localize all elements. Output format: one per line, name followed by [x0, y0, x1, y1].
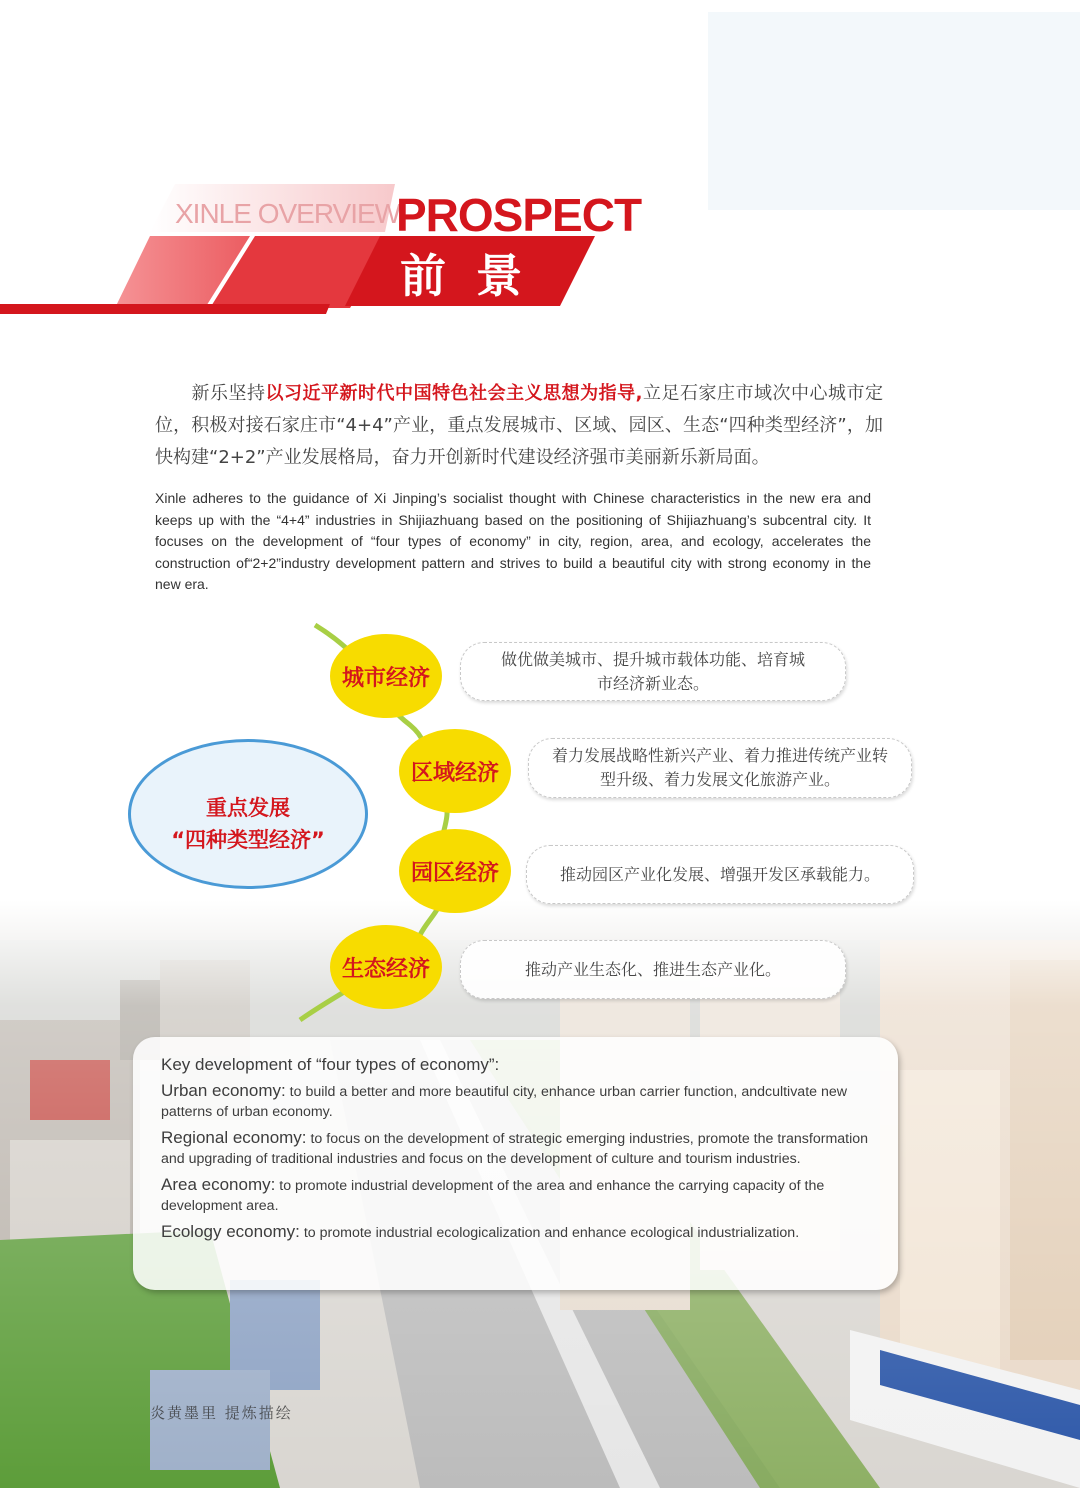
- desc-urban-economy: 做优做美城市、提升城市载体功能、培育城市经济新业态。: [460, 642, 846, 701]
- key-text: to build a better and more beautiful city, enhance urban carrier function, andcultivate new patterns of urban economy.: [161, 1084, 847, 1120]
- key-title: Key development of “four types of economy”:: [161, 1055, 500, 1074]
- intro-paragraph-en: Xinle adheres to the guidance of Xi Jinping’s socialist thought with Chinese characteristics in the new era and keeps up with the “4+4” industries in Shijiazhuang based on the positioning of Shijiazhuang’s subcentral city. It focuses on the development of “four types of economy” in city, region, area, and ecology, accelerates the construction of“2+2”industry development pattern and strives to build a beautiful city with strong economy in the new era.: [155, 490, 871, 592]
- key-text: to promote industrial development of the area and enhance the carrying capacity of the development area.: [161, 1178, 825, 1214]
- node-area-economy: 园区经济: [399, 829, 511, 913]
- center-line-1: 重点发展: [206, 796, 290, 820]
- corner-panel: [708, 12, 1080, 210]
- node-regional-economy: 区域经济: [399, 729, 511, 813]
- page-title-cn: 前景: [400, 249, 552, 303]
- section-label: XINLE OVERVIEW: [175, 198, 401, 229]
- key-term: Area economy:: [161, 1175, 276, 1194]
- intro-cn-prefix: 新乐坚持: [191, 383, 266, 404]
- key-development-box: [133, 1037, 898, 1290]
- key-term: Regional economy:: [161, 1128, 307, 1147]
- desc-ecology-economy: 推动产业生态化、推进生态产业化。: [460, 940, 846, 999]
- desc-regional-economy: 着力发展战略性新兴产业、着力推进传统产业转型升级、着力发展文化旅游产业。: [528, 738, 912, 798]
- key-term: Ecology economy:: [161, 1222, 300, 1241]
- intro-paragraph-cn: [155, 378, 883, 474]
- page-title-en: PROSPECT: [396, 189, 642, 241]
- node-ecology-economy: 生态经济: [330, 925, 442, 1009]
- key-item-urban: [161, 1081, 872, 1122]
- key-text: to promote industrial ecologicalization and enhance ecological industrialization.: [299, 1225, 800, 1241]
- diagram-center: [128, 739, 368, 889]
- key-item-area: [161, 1175, 872, 1216]
- signature: 炎黄墨里 提炼描绘: [150, 1404, 293, 1422]
- key-term: Urban economy:: [161, 1081, 286, 1100]
- center-line-2: “四种类型经济”: [171, 828, 325, 852]
- desc-area-economy: 推动园区产业化发展、增强开发区承载能力。: [526, 845, 914, 904]
- key-text: to focus on the development of strategic emerging industries, promote the transformation and upgrading of traditional industries and focus on the development of culture and tourism industries.: [161, 1131, 869, 1167]
- key-item-regional: [161, 1128, 872, 1169]
- intro-cn-suffix: 立足石家庄市域次中心城市定位，积极对接石家庄市“4+4”产业，重点发展城市、区域、园区、生态“四种类型经济”，加快构建“2+2”产业发展格局，奋力开创新时代建设经济强市美丽新乐新局面。: [155, 383, 884, 468]
- intro-cn-highlight: 以习近平新时代中国特色社会主义思想为指导,: [265, 383, 643, 404]
- node-urban-economy: 城市经济: [330, 634, 442, 718]
- key-item-ecology: [161, 1222, 872, 1243]
